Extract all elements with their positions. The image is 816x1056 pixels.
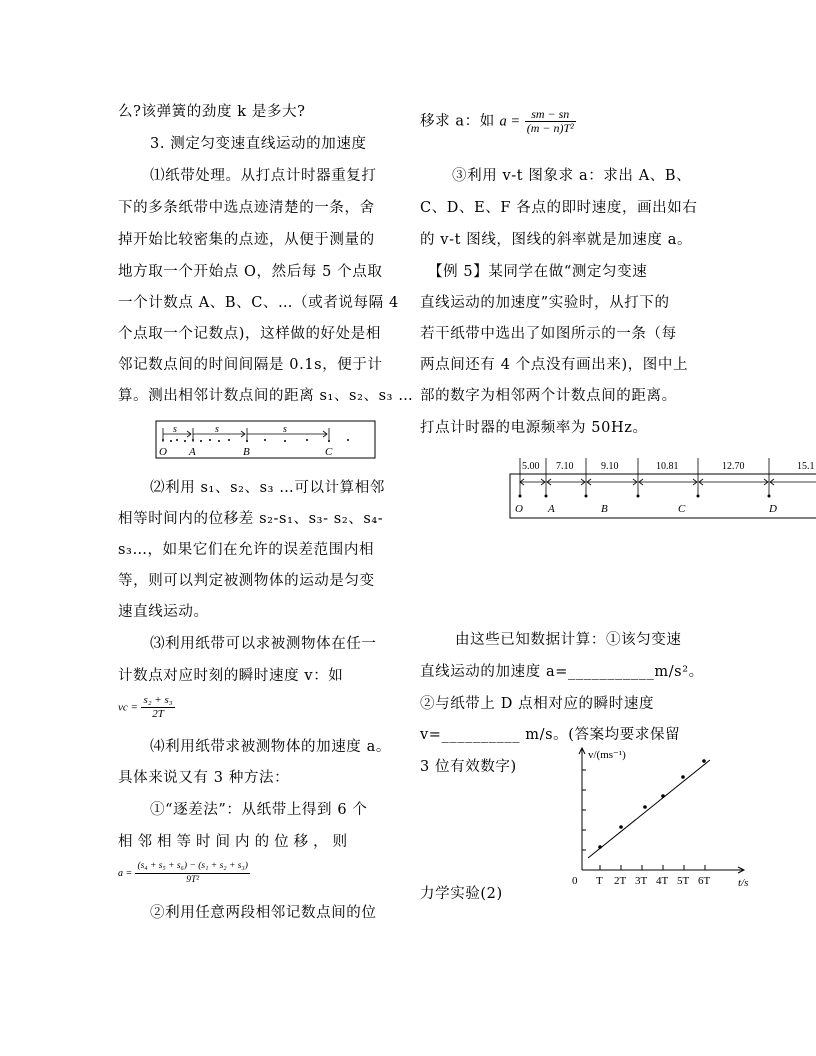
formula-a-denominator: 9T² <box>186 875 200 885</box>
vt-tick-5t: 5T <box>677 875 690 887</box>
text-line: 掉开始比较密集的点迹，从便于测量的 <box>118 232 375 248</box>
tape2-value-5: 15.1 <box>797 461 815 472</box>
formula-intro: 移求 a：如 <box>420 113 495 130</box>
formula-a-diff <box>118 860 250 887</box>
formula-a-numerator: (s₄ + s₅ + s₆) − (s₁ + s₂ + s₃) <box>135 860 249 874</box>
text-line: 算。测出相邻计数点间的距离 s₁、s₂、s₃ … <box>118 388 414 404</box>
text-line: 等，则可以判定被测物体的运动是匀变 <box>118 573 375 589</box>
vt-tick-2t: 2T <box>614 875 627 887</box>
text-line: 相 邻 相 等 时 间 内 的 位 移 ， 则 <box>118 834 348 850</box>
text-line: ②利用任意两段相邻记数点间的位 <box>150 905 377 921</box>
question-line: v=__________ m/s。(答案均要求保留 <box>420 727 681 743</box>
text-line: 若干纸带中选出了如图所示的一条（每 <box>420 326 677 342</box>
text-line: 3 位有效数字) <box>420 759 517 775</box>
tape-diagram-2 <box>509 456 816 522</box>
text-line: ①“逐差法”：从纸带上得到 6 个 <box>150 802 368 818</box>
formula-denominator: (m − n)T² <box>526 121 574 135</box>
text-line: 计数点对应时刻的瞬时速度 v：如 <box>118 668 344 684</box>
formula-vc <box>118 694 175 721</box>
tape-diagram-1 <box>155 420 377 460</box>
text-line: ②与纸带上 D 点相对应的瞬时速度 <box>420 696 655 712</box>
text-line: 下的多条纸带中选点迹清楚的一条，舍 <box>118 200 375 216</box>
text-line: 一个计数点 A、B、C、…（或者说每隔 4 <box>118 295 399 311</box>
tape1-s2: s <box>215 424 219 435</box>
example-heading: 【例 5】某同学在做“测定匀变速 <box>428 264 648 280</box>
tape2-label-a: A <box>548 503 555 515</box>
vt-ylabel: v/(ms⁻¹) <box>588 749 626 761</box>
tape2-value-4: 12.70 <box>722 461 745 472</box>
tape2-label-o: O <box>515 503 523 515</box>
text-line: 具体来说又有 3 种方法： <box>118 770 290 786</box>
text-line: C、D、E、F 各点的即时速度，画出如右 <box>420 200 698 216</box>
tape1-s3: s <box>283 424 287 435</box>
text-line: s₃…，如果它们在允许的误差范围内相 <box>118 542 375 558</box>
text-line: ⑷利用纸带求被测物体的加速度 a。 <box>150 739 391 755</box>
footer-caption: 力学实验(2) <box>420 886 503 902</box>
vt-graph <box>566 742 766 894</box>
text-line: ⑶利用纸带可以求被测物体在任一 <box>150 636 377 652</box>
formula-numerator: sm − sn <box>525 108 576 122</box>
question-line: 直线运动的加速度 a=___________m/s²。 <box>420 664 704 680</box>
text-line: 相等时间内的位移差 s₂-s₁、s₃- s₂、s₄- <box>118 511 384 527</box>
text-line: 由这些已知数据计算：①该匀变速 <box>455 632 682 648</box>
text-line: ③利用 v-t 图象求 a：求出 A、B、 <box>452 168 692 184</box>
tape2-value-0: 5.00 <box>522 461 540 472</box>
section-heading: 3. 测定匀变速直线运动的加速度 <box>150 136 367 152</box>
tape2-value-3: 10.81 <box>656 461 679 472</box>
formula-a-two-segments <box>420 108 576 135</box>
formula-vc-numerator: s₂ + s₃ <box>143 694 173 706</box>
tape1-label-o: O <box>159 446 167 458</box>
tape2-label-b: B <box>601 503 608 515</box>
vt-tick-6t: 6T <box>698 875 711 887</box>
formula-vc-lhs: vc = <box>118 701 138 714</box>
tape2-label-c: C <box>678 503 686 515</box>
tape1-label-a: A <box>189 446 196 458</box>
formula-a-lhs: a = <box>118 868 133 879</box>
tape2-value-2: 9.10 <box>601 461 619 472</box>
vt-xlabel: t/s <box>738 877 749 889</box>
text-line: 个点取一个记数点)，这样做的好处是相 <box>118 326 381 342</box>
tape1-label-b: B <box>243 446 250 458</box>
text-line: 部的数字为相邻两个计数点间的距离。 <box>420 388 677 404</box>
text-line: 么?该弹簧的劲度 k 是多大? <box>118 104 306 120</box>
vt-tick-t: T <box>596 875 603 887</box>
tape2-value-1: 7.10 <box>556 461 574 472</box>
text-line: 邻记数点间的时间间隔是 0.1s，便于计 <box>118 357 383 373</box>
text-line: 两点间还有 4 个点没有画出来)，图中上 <box>420 357 689 373</box>
tape1-label-c: C <box>325 446 333 458</box>
tape1-s1: s <box>173 424 177 435</box>
text-line: 直线运动的加速度”实验时，从打下的 <box>420 295 670 311</box>
text-line: ⑵利用 s₁、s₂、s₃ …可以计算相邻 <box>150 480 385 496</box>
formula-lhs: a = <box>499 113 521 130</box>
vt-tick-4t: 4T <box>656 875 669 887</box>
text-line: 地方取一个开始点 O，然后每 5 个点取 <box>118 264 383 280</box>
formula-vc-denominator: 2T <box>152 708 164 720</box>
tape2-label-d: D <box>769 503 777 515</box>
text-line: ⑴纸带处理。从打点计时器重复打 <box>150 168 377 184</box>
text-line: 的 v-t 图线，图线的斜率就是加速度 a。 <box>420 232 693 248</box>
text-line: 速直线运动。 <box>118 604 209 620</box>
vt-tick-3t: 3T <box>635 875 648 887</box>
vt-origin: 0 <box>572 875 578 887</box>
text-line: 打点计时器的电源频率为 50Hz。 <box>420 420 648 436</box>
